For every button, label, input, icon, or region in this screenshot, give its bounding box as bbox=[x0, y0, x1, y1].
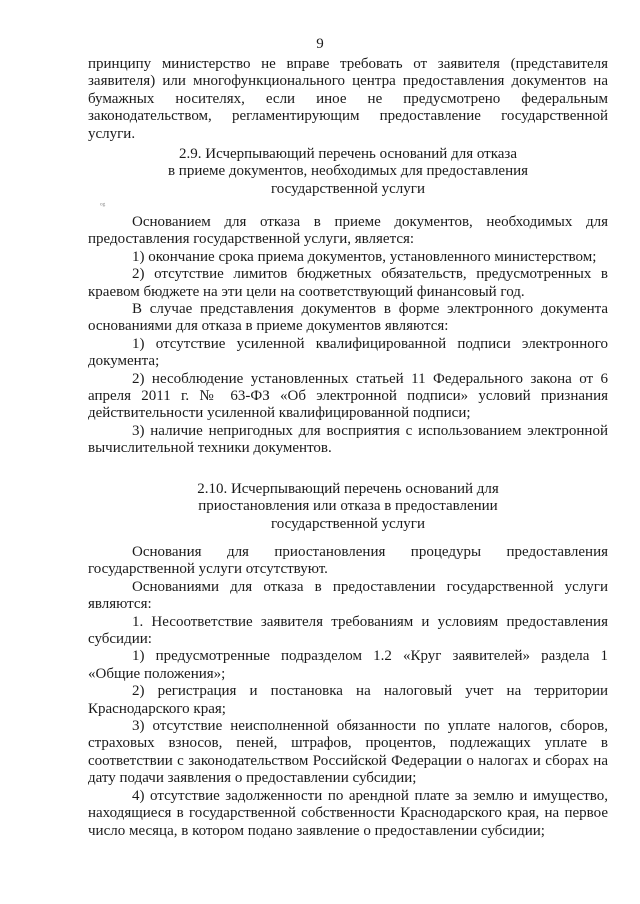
paragraph: В случае представления документов в форме электронного документа основаниями для отказа в приеме документов являются: bbox=[88, 301, 608, 335]
scan-artifact-mark: ᵒᵍ bbox=[100, 200, 106, 210]
section-2-10-title-line: 2.10. Исчерпывающий перечень оснований для bbox=[197, 481, 499, 497]
section-2-10-heading bbox=[88, 481, 608, 533]
section-2-10-body bbox=[88, 544, 608, 840]
paragraph: 2) отсутствие лимитов бюджетных обязательств, предусмотренных в краевом бюджете на эти цели на соответствующий финансовый год. bbox=[88, 266, 608, 300]
section-2-9-title-line: в приеме документов, необходимых для предоставления bbox=[167, 163, 529, 180]
intro-paragraph: принципу министерство не вправе требовать от заявителя (представителя заявителя) или многофункционального центра предоставления документов на бумажных носителях, если иное не предусмотрено федеральным законодательством, регламентирующим предоставление государственной услуги. bbox=[88, 56, 608, 142]
section-2-9-body bbox=[88, 214, 608, 458]
intro-block bbox=[88, 56, 608, 143]
page-number: 9 bbox=[316, 36, 324, 52]
paragraph: 1) отсутствие усиленной квалифицированной подписи электронного документа; bbox=[88, 335, 608, 370]
section-2-9-title-line: 2.9. Исчерпывающий перечень оснований для отказа bbox=[179, 146, 517, 162]
paragraph: Основания для приостановления процедуры предоставления государственной услуги отсутствуют. bbox=[88, 544, 608, 578]
paragraph: 4) отсутствие задолженности по арендной плате за землю и имущество, находящиеся в государственной собственности Краснодарского края, на первое число месяца, в котором подано заявление о предоставлении субсидии; bbox=[88, 787, 608, 839]
paragraph: 1. Несоответствие заявителя требованиям и условиям предоставления субсидии: bbox=[88, 613, 608, 648]
paragraph: Основаниями для отказа в предоставлении государственной услуги являются: bbox=[88, 578, 608, 613]
paragraph: 2) регистрация и постановка на налоговый учет на территории Краснодарского края; bbox=[88, 683, 608, 717]
section-2-9-title-line: государственной услуги bbox=[271, 180, 425, 197]
section-2-10-title-line: приостановления или отказа в предоставлении bbox=[198, 498, 498, 515]
paragraph: 3) наличие непригодных для восприятия с использованием электронной вычислительной техники документов. bbox=[88, 422, 608, 457]
paragraph: 2) несоблюдение установленных статьей 11 Федерального закона от 6 апреля 2011 г. № 63-ФЗ «Об электронной подписи» условий признания действительности усиленной квалифицированной подписи; bbox=[88, 370, 608, 422]
paragraph: 1) предусмотренные подразделом 1.2 «Круг заявителей» раздела 1 «Общие положения»; bbox=[88, 648, 608, 682]
paragraph: Основанием для отказа в приеме документов, необходимых для предоставления государственной услуги, является: bbox=[88, 214, 608, 248]
paragraph: 3) отсутствие неисполненной обязанности по уплате налогов, сборов, страховых взносов, пеней, штрафов, процентов, подлежащих уплате в соответствии с законодательством Российской Федерации о налогах и сборах на дату подачи заявления о предоставлении субсидии; bbox=[88, 718, 608, 787]
section-2-9-heading bbox=[88, 146, 608, 198]
section-2-10-title-line: государственной услуги bbox=[271, 515, 425, 532]
paragraph: 1) окончание срока приема документов, установленного министерством; bbox=[132, 248, 597, 265]
